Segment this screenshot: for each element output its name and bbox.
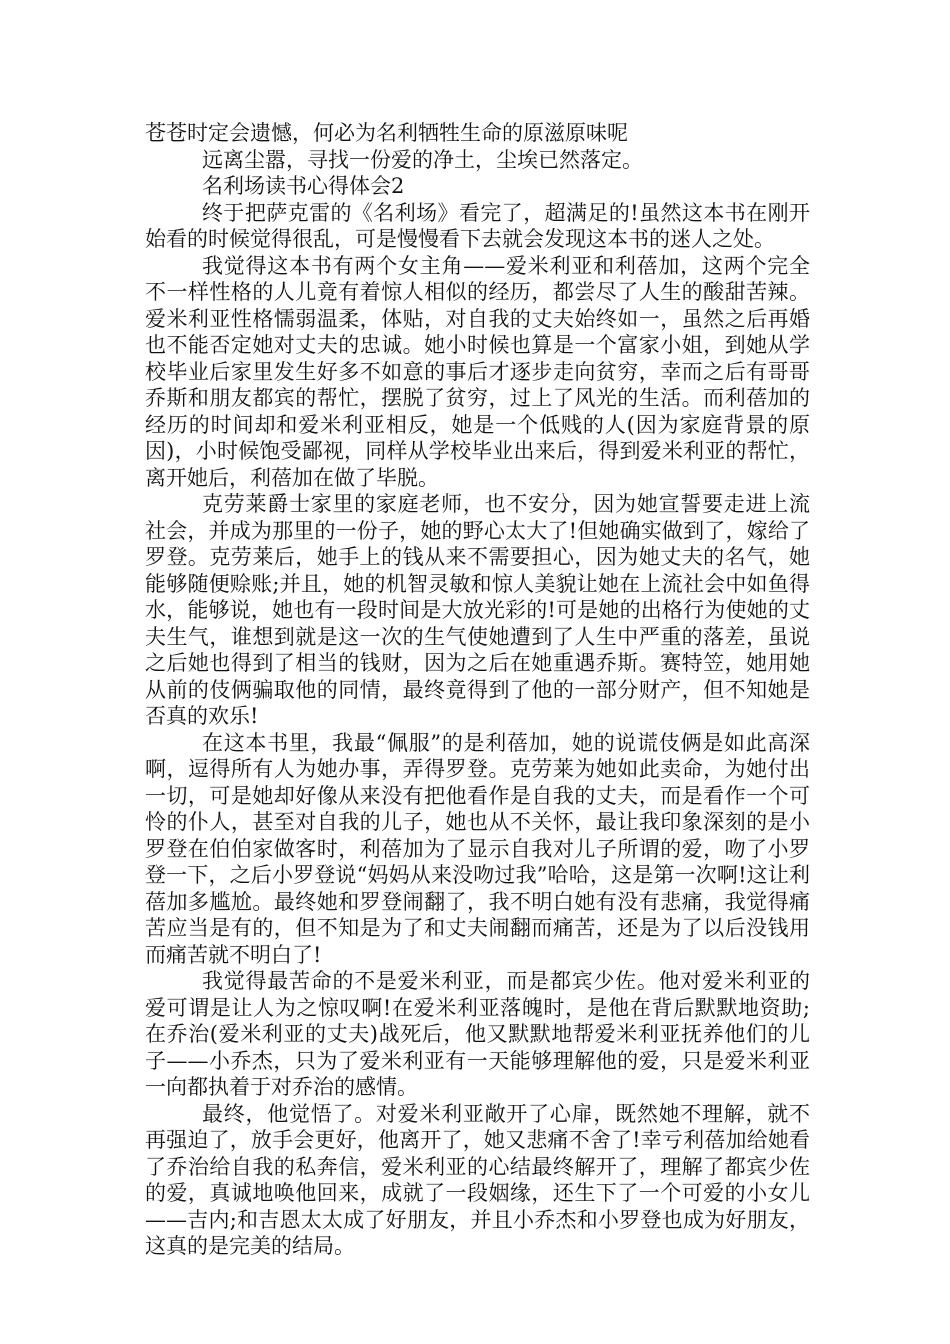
document-page	[145, 120, 810, 1260]
paragraph-rebecca-ambition: 克劳莱爵士家里的家庭老师，也不安分，因为她宣誓要走进上流社会，并成为那里的一份子，她的野心太大了!但她确实做到了，嫁给了罗登。克劳莱后，她手上的钱从来不需要担心，因为她丈夫的名气，她能够随便赊账;并且，她的机智灵敏和惊人美貌让她在上流社会中如鱼得水，能够说，她也有一段时间是大放光彩的!可是她的出格行为使她的丈夫生气，谁想到就是这一次的生气使她遭到了人生中严重的落差，虽说之后她也得到了相当的钱财，因为之后在她重遇乔斯。赛特笠，她用她从前的伎俩骗取他的同情，最终竟得到了他的一部分财产，但不知她是否真的欢乐!	[145, 492, 810, 728]
paragraph-closing-line: 远离尘嚣，寻找一份爱的净土，尘埃已然落定。	[202, 147, 643, 172]
section-heading: 名利场读书心得体会2	[202, 174, 405, 198]
paragraph-dobbin: 我觉得最苦命的不是爱米利亚，而是都宾少佐。他对爱米利亚的爱可谓是让人为之惊叹啊!在爱米利亚落魄时，是他在背后默默地资助;在乔治(爱米利亚的丈夫)战死后，他又默默地帮爱米利亚抚养他们的儿子——小乔杰，只为了爱米利亚有一天能够理解他的爱，只是爱米利亚一向都执着于对乔治的感情。	[145, 969, 810, 1099]
paragraph-continuation: 苍苍时定会遗憾，何必为名利牺牲生命的原滋原味呢	[145, 121, 628, 145]
paragraph-rebecca-deception: 在这本书里，我最“佩服”的是利蓓加，她的说谎伎俩是如此高深啊，逗得所有人为她办事，弄得罗登。克劳莱为她如此卖命，为她付出一切，可是她却好像从来没有把他看作是自我的丈夫，而是看作一个可怜的仆人，甚至对自我的儿子，她也从不关怀，最让我印象深刻的是小罗登在伯伯家做客时，利蓓加为了显示自我对儿子所谓的爱，吻了小罗登一下，之后小罗登说“妈妈从来没吻过我”哈哈，这是第一次啊!这让利蓓加多尴尬。最终她和罗登闹翻了，我不明白她有没有悲痛，我觉得痛苦应当是有的，但不知是为了和丈夫闹翻而痛苦，还是为了以后没钱用而痛苦就不明白了!	[145, 730, 810, 967]
paragraph-ending: 最终，他觉悟了。对爱米利亚敞开了心扉，既然她不理解，就不再强迫了，放手会更好，他离开了，她又悲痛不舍了!幸亏利蓓加给她看了乔治给自我的私奔信，爱米利亚的心结最终解开了，理解了都宾少佐的爱，真诚地唤他回来，成就了一段姻缘，还生下了一个可爱的小女儿——吉内;和吉恩太太成了好朋友，并且小乔杰和小罗登也成为好朋友，这真的是完美的结局。	[145, 1101, 810, 1258]
paragraph-two-heroines: 我觉得这本书有两个女主角——爱米利亚和利蓓加，这两个完全不一样性格的人儿竟有着惊人相似的经历，都尝尽了人生的酸甜苦辣。爱米利亚性格懦弱温柔，体贴，对自我的丈夫始终如一，虽然之后再婚也不能否定她对丈夫的忠诚。她小时候也算是一个富家小姐，到她从学校毕业后家里发生好多不如意的事后才逐步走向贫穷，幸而之后有哥哥乔斯和朋友都宾的帮忙，摆脱了贫穷，过上了风光的生活。而利蓓加的经历的时间却和爱米利亚相反，她是一个低贱的人(因为家庭背景的原因)，小时候饱受鄙视，同样从学校毕业出来后，得到爱米利亚的帮忙，离开她后，利蓓加在做了毕脱。	[145, 253, 810, 490]
paragraph-intro: 终于把萨克雷的《名利场》看完了，超满足的!虽然这本书在刚开始看的时候觉得很乱，可是慢慢看下去就会发现这本书的迷人之处。	[145, 200, 810, 251]
